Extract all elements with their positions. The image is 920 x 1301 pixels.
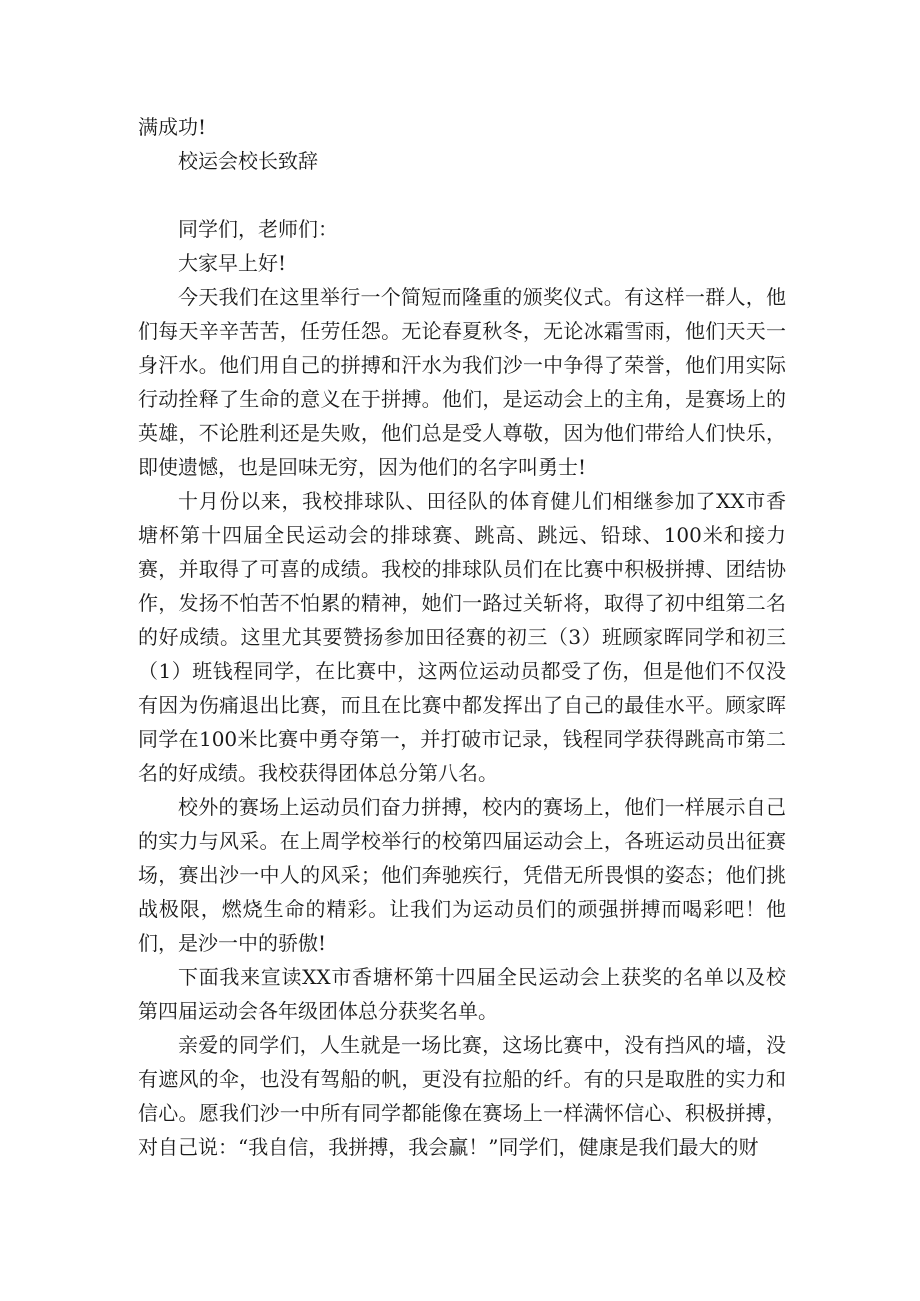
paragraph-3: 校外的赛场上运动员们奋力拼搏，校内的赛场上，他们一样展示自己的实力与风采。在上周学校举行的校第四届运动会上，各班运动员出征赛场，赛出沙一中人的风采；他们奔驰疾行，凭借无所畏惧的姿态；他们挑战极限，燃烧生命的精彩。让我们为运动员们的顽强拼搏而喝彩吧！他们，是沙一中的骄傲! — [138, 795, 786, 955]
paragraph-1: 今天我们在这里举行一个简短而隆重的颁奖仪式。有这样一群人，他们每天辛辛苦苦，任劳任怨。无论春夏秋冬，无论冰霜雪雨，他们天天一身汗水。他们用自己的拼搏和汗水为我们沙一中争得了荣誉，他们用实际行动拴释了生命的意义在于拼搏。他们，是运动会上的主角，是赛场上的英雄，不论胜利还是失败，他们总是受人尊敬，因为他们带给人们快乐，即使遗憾，也是回味无穷，因为他们的名字叫勇士! — [138, 285, 786, 479]
salutation-line-1: 同学们，老师们： — [178, 217, 338, 241]
paragraph-4: 下面我来宣读XX市香塘杯第十四届全民运动会上获奖的名单以及校第四届运动会各年级团体总分获奖名单。 — [138, 965, 786, 1023]
paragraph-5: 亲爱的同学们，人生就是一场比赛，这场比赛中，没有挡风的墙，没有遮风的伞，也没有驾船的帆，更没有拉船的纤。有的只是取胜的实力和信心。愿我们沙一中所有同学都能像在赛场上一样满怀信心、积极拼搏，对自己说：“我自信，我拼搏，我会赢！”同学们，健康是我们最大的财 — [138, 1033, 786, 1159]
document-title: 校运会校长致辞 — [178, 149, 318, 173]
salutation-line-2: 大家早上好! — [178, 251, 287, 275]
lead-line: 满成功! — [138, 115, 207, 139]
paragraph-2: 十月份以来，我校排球队、田径队的体育健儿们相继参加了XX市香塘杯第十四届全民运动会的排球赛、跳高、跳远、铅球、100米和接力赛，并取得了可喜的成绩。我校的排球队员们在比赛中积极拼搏、团结协作，发扬不怕苦不怕累的精神，她们一路过关斩将，取得了初中组第二名的好成绩。这里尤其要赞扬参加田径赛的初三（3）班顾家晖同学和初三（1）班钱程同学，在比赛中，这两位运动员都受了伤，但是他们不仅没有因为伤痛退出比赛，而且在比赛中都发挥出了自己的最佳水平。顾家晖同学在100米比赛中勇夺第一，并打破市记录，钱程同学获得跳高市第二名的好成绩。我校获得团体总分第八名。 — [138, 489, 786, 785]
document-page — [138, 110, 786, 1164]
